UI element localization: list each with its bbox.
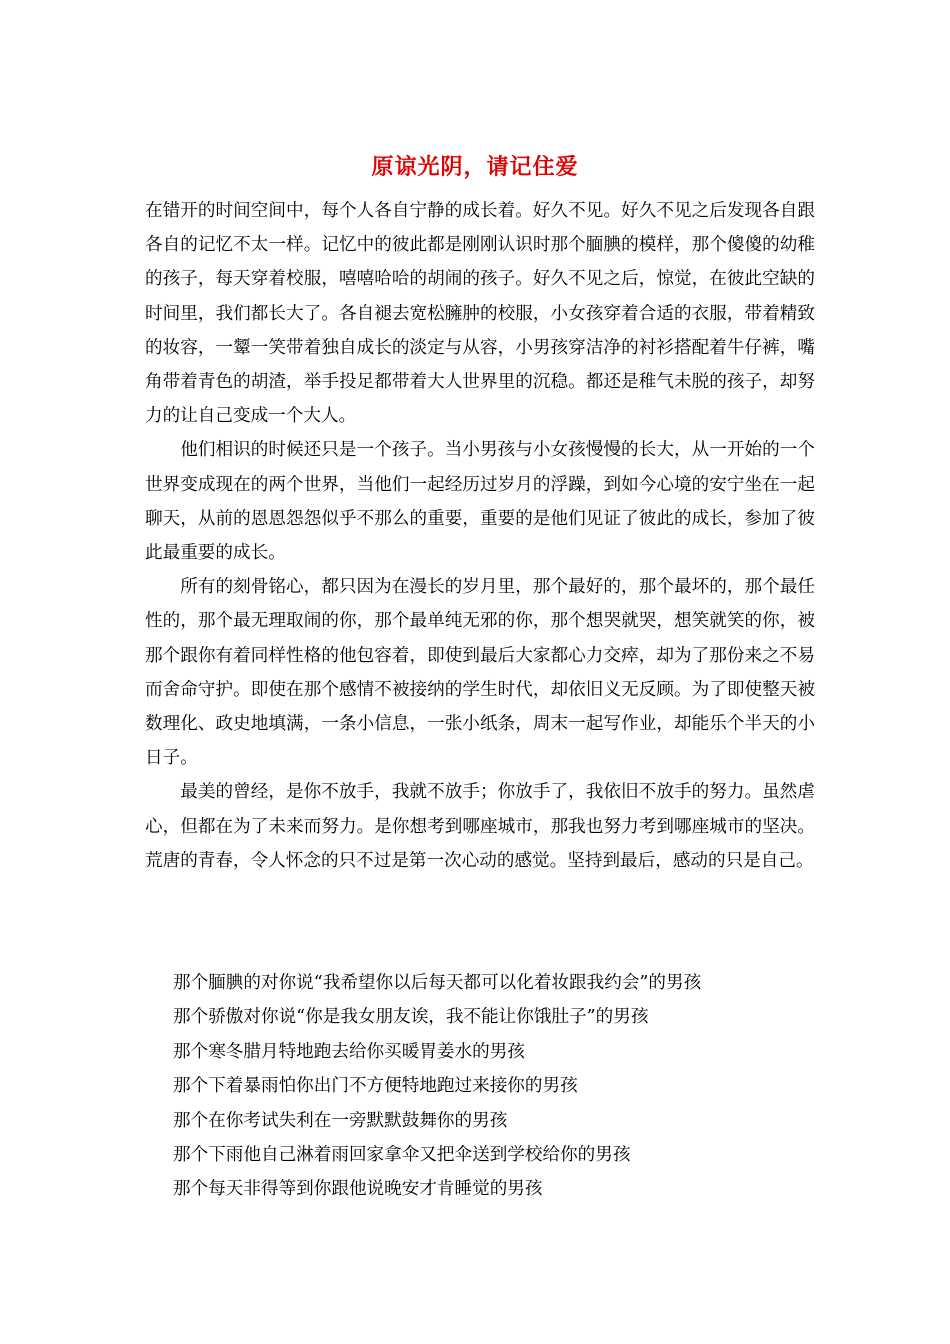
paragraph-2: 他们相识的时候还只是一个孩子。当小男孩与小女孩慢慢的长大，从一开始的一个世界变成现在的两个世界，当他们一起经历过岁月的浮躁，到如今心境的安宁坐在一起聊天，从前的恩恩怨怨似乎不那么的重要，重要的是他们见证了彼此的成长，参加了彼此最重要的成长。 <box>145 440 815 564</box>
paragraph-1: 在错开的时间空间中，每个人各自宁静的成长着。好久不见。好久不见之后发现各自跟各自的记忆不太一样。记忆中的彼此都是刚刚认识时那个腼腆的模样，那个傻傻的幼稚的孩子，每天穿着校服，嘻嘻哈哈的胡闹的孩子。好久不见之后，惊觉，在彼此空缺的时间里，我们都长大了。各自褪去宽松臃肿的校服，小女孩穿着合适的衣服，带着精致的妆容，一颦一笑带着独自成长的淡定与从容，小男孩穿洁净的衬衫搭配着牛仔裤，嘴角带着青色的胡渣，举手投足都带着大人世界里的沉稳。都还是稚气未脱的孩子，却努力的让自己变成一个大人。 <box>145 201 815 427</box>
document-title: 原谅光阴，请记住爱 <box>371 154 579 180</box>
line-4: 那个下着暴雨怕你出门不方便特地跑过来接你的男孩 <box>173 1076 578 1097</box>
line-1: 那个腼腆的对你说“我希望你以后每天都可以化着妆跟我约会”的男孩 <box>173 973 702 993</box>
line-2: 那个骄傲对你说“你是我女朋友诶，我不能让你饿肚子”的男孩 <box>173 1007 649 1028</box>
line-6: 那个下雨他自己淋着雨回家拿伞又把伞送到学校给你的男孩 <box>173 1145 631 1166</box>
paragraph-3: 所有的刻骨铭心，都只因为在漫长的岁月里，那个最好的，那个最坏的，那个最任性的，那个最无理取闹的你，那个最单纯无邪的你，那个想哭就哭，想笑就笑的你，被那个跟你有着同样性格的他包容着，即使到最后大家都心力交瘁，却为了那份来之不易而舍命守护。即使在那个感情不被接纳的学生时代，却依旧义无反顾。为了即使整天被数理化、政史地填满，一条小信息，一张小纸条，周末一起写作业，却能乐个半天的小日子。 <box>145 577 815 769</box>
line-5: 那个在你考试失利在一旁默默鼓舞你的男孩 <box>173 1110 508 1131</box>
line-7: 那个每天非得等到你跟他说晚安才肯睡觉的男孩 <box>173 1179 543 1200</box>
paragraph-4: 最美的曾经，是你不放手，我就不放手；你放手了，我依旧不放手的努力。虽然虐心，但都在为了未来而努力。是你想考到哪座城市，那我也努力考到哪座城市的坚决。荒唐的青春，令人怀念的只不过是第一次心动的感觉。坚持到最后，感动的只是自己。 <box>145 782 815 871</box>
document-body <box>145 194 815 878</box>
line-3: 那个寒冬腊月特地跑去给你买暖胃姜水的男孩 <box>173 1041 525 1062</box>
line-list <box>173 966 823 1207</box>
